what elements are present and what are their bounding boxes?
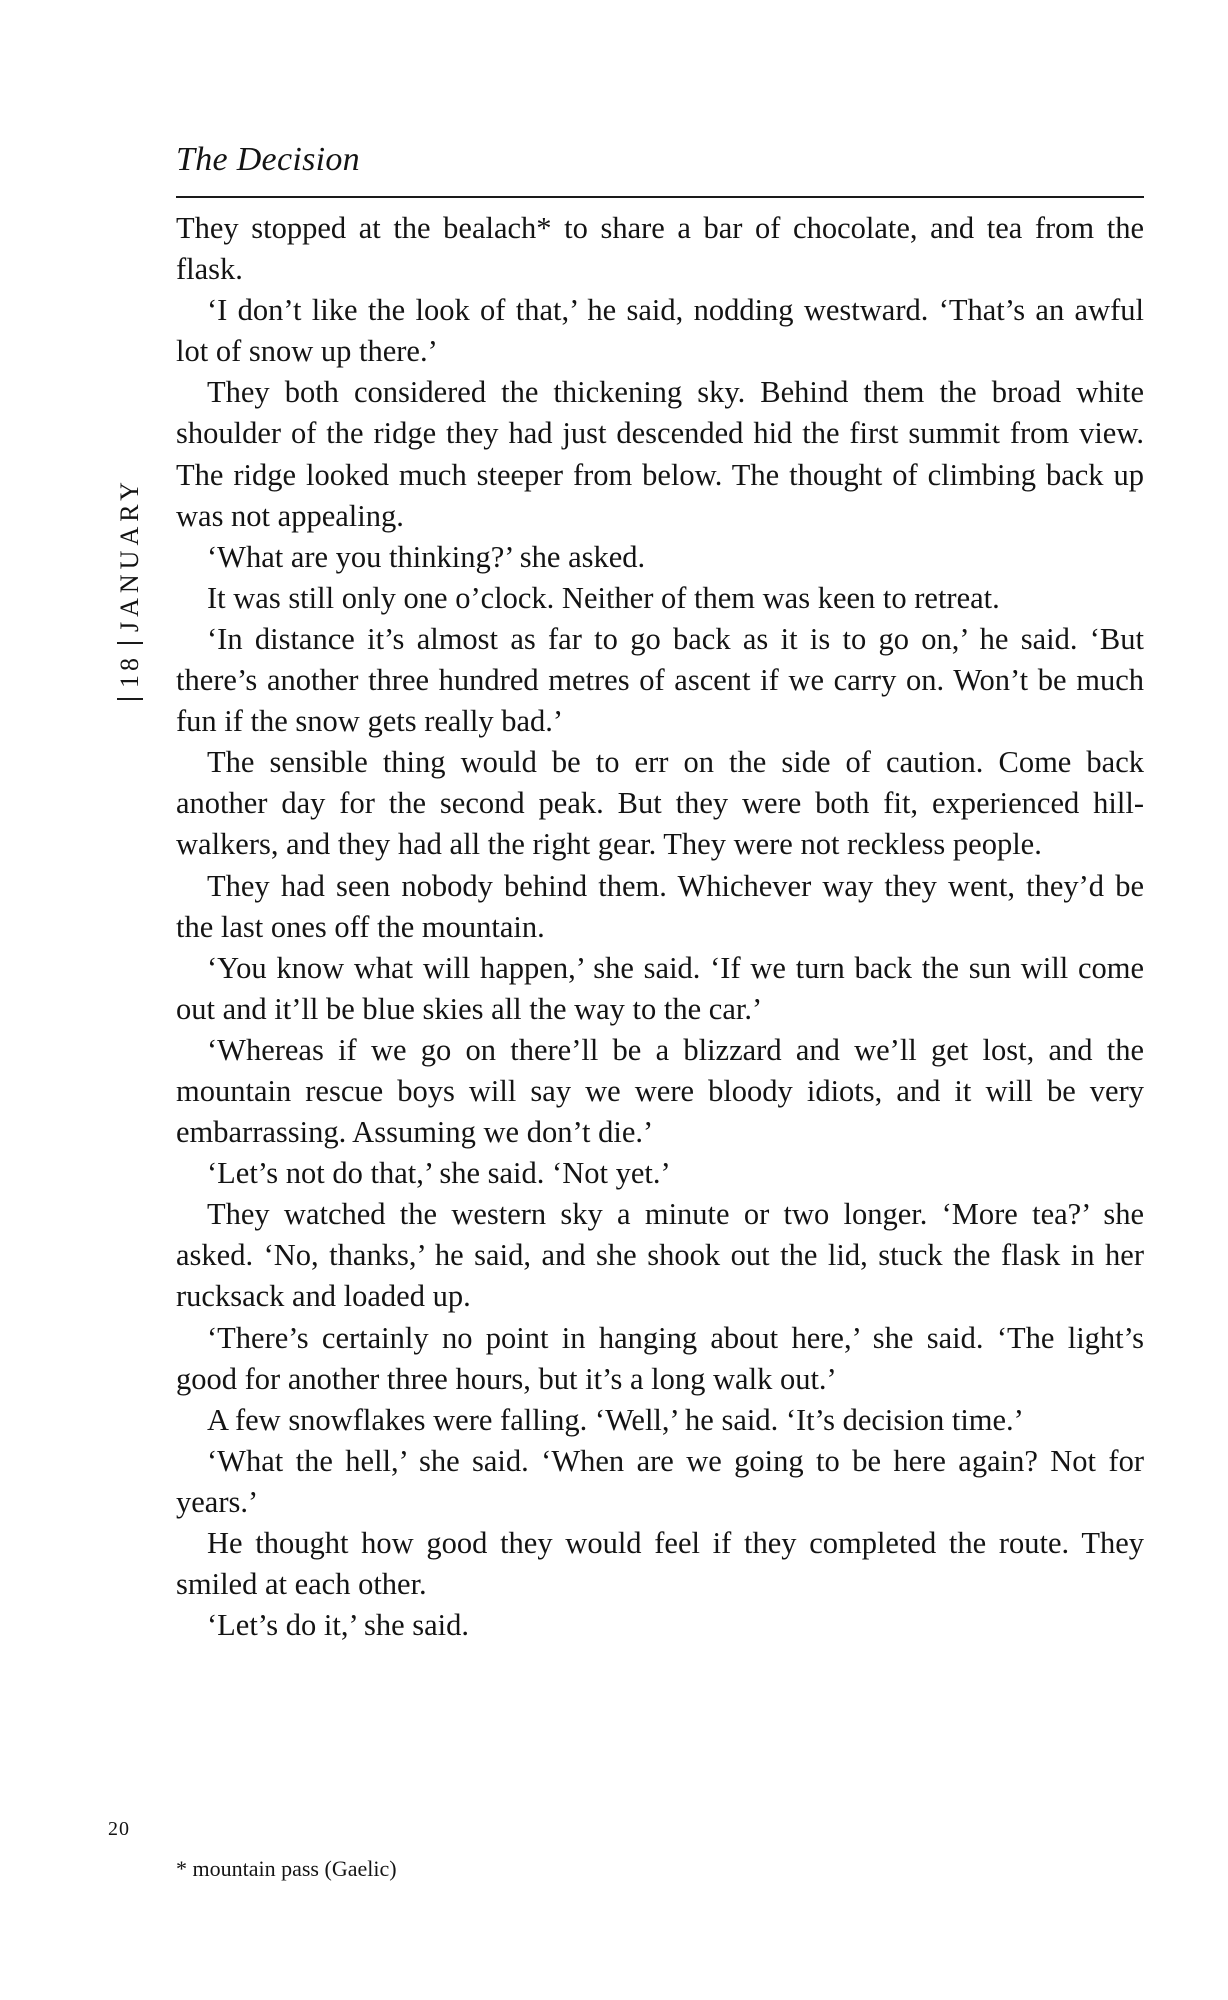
- paragraph: He thought how good they would feel if they completed the route. They smiled at each other.: [176, 1526, 1144, 1602]
- paragraph: ‘What are you thinking?’ she asked.: [207, 539, 646, 574]
- paragraph: They watched the western sky a minute or two longer. ‘More tea?’ she asked. ‘No, thanks,’ he said, and she shook out the lid, stuck the flask in her rucksack and loaded up.: [176, 1197, 1144, 1314]
- side-date-tab-text: [110, 430, 150, 710]
- running-head-title: The Decision: [176, 141, 360, 178]
- side-date-tab: [110, 430, 150, 710]
- side-tab-day: 18: [115, 654, 144, 688]
- paragraph: They both considered the thickening sky. Behind them the broad white shoulder of the ridge they had just descended hid the first summit from view. The ridge looked much steeper from below. The thought of climbing back up was not appealing.: [176, 375, 1144, 533]
- paragraph: They stopped at the bealach* to share a bar of chocolate, and tea from the flask.: [176, 211, 1144, 287]
- paragraph: ‘What the hell,’ she said. ‘When are we going to be here again? Not for years.’: [176, 1443, 1144, 1519]
- paragraph: ‘Whereas if we go on there’ll be a blizzard and we’ll get lost, and the mountain rescue boys will say we were bloody idiots, and it will be very embarrassing. Assuming we don’t die.’: [176, 1032, 1144, 1150]
- paragraph: ‘Let’s not do that,’ she said. ‘Not yet.’: [207, 1156, 671, 1191]
- header-rule: [176, 196, 1144, 198]
- page-number: 20: [108, 1818, 130, 1840]
- paragraph: ‘Let’s do it,’ she said.: [207, 1608, 470, 1643]
- paragraph: A few snowflakes were falling. ‘Well,’ he said. ‘It’s decision time.’: [207, 1402, 1024, 1437]
- side-tab-month: JANUARY: [115, 477, 144, 632]
- side-tab-bar-left: [117, 698, 143, 700]
- paragraph: ‘You know what will happen,’ she said. ‘If we turn back the sun will come out and it’ll be blue skies all the way to the car.’: [176, 950, 1144, 1026]
- side-tab-bar-middle: [117, 642, 143, 644]
- body-text: [176, 208, 1144, 1646]
- paragraph: ‘There’s certainly no point in hanging about here,’ she said. ‘The light’s good for another three hours, but it’s a long walk out.’: [176, 1320, 1144, 1396]
- paragraph: They had seen nobody behind them. Whichever way they went, they’d be the last ones off the mountain.: [176, 868, 1144, 944]
- paragraph: The sensible thing would be to err on the side of caution. Come back another day for the second peak. But they were both fit, experienced hill-walkers, and they had all the right gear. They were not reckless people.: [176, 745, 1144, 862]
- footnote: * mountain pass (Gaelic): [176, 1856, 397, 1881]
- paragraph: ‘I don’t like the look of that,’ he said, nodding westward. ‘That’s an awful lot of snow up there.’: [176, 293, 1144, 369]
- paragraph: It was still only one o’clock. Neither of them was keen to retreat.: [207, 580, 1000, 615]
- paragraph: ‘In distance it’s almost as far to go back as it is to go on,’ he said. ‘But there’s another three hundred metres of ascent if we carry on. Won’t be much fun if the snow gets really bad.’: [176, 621, 1144, 739]
